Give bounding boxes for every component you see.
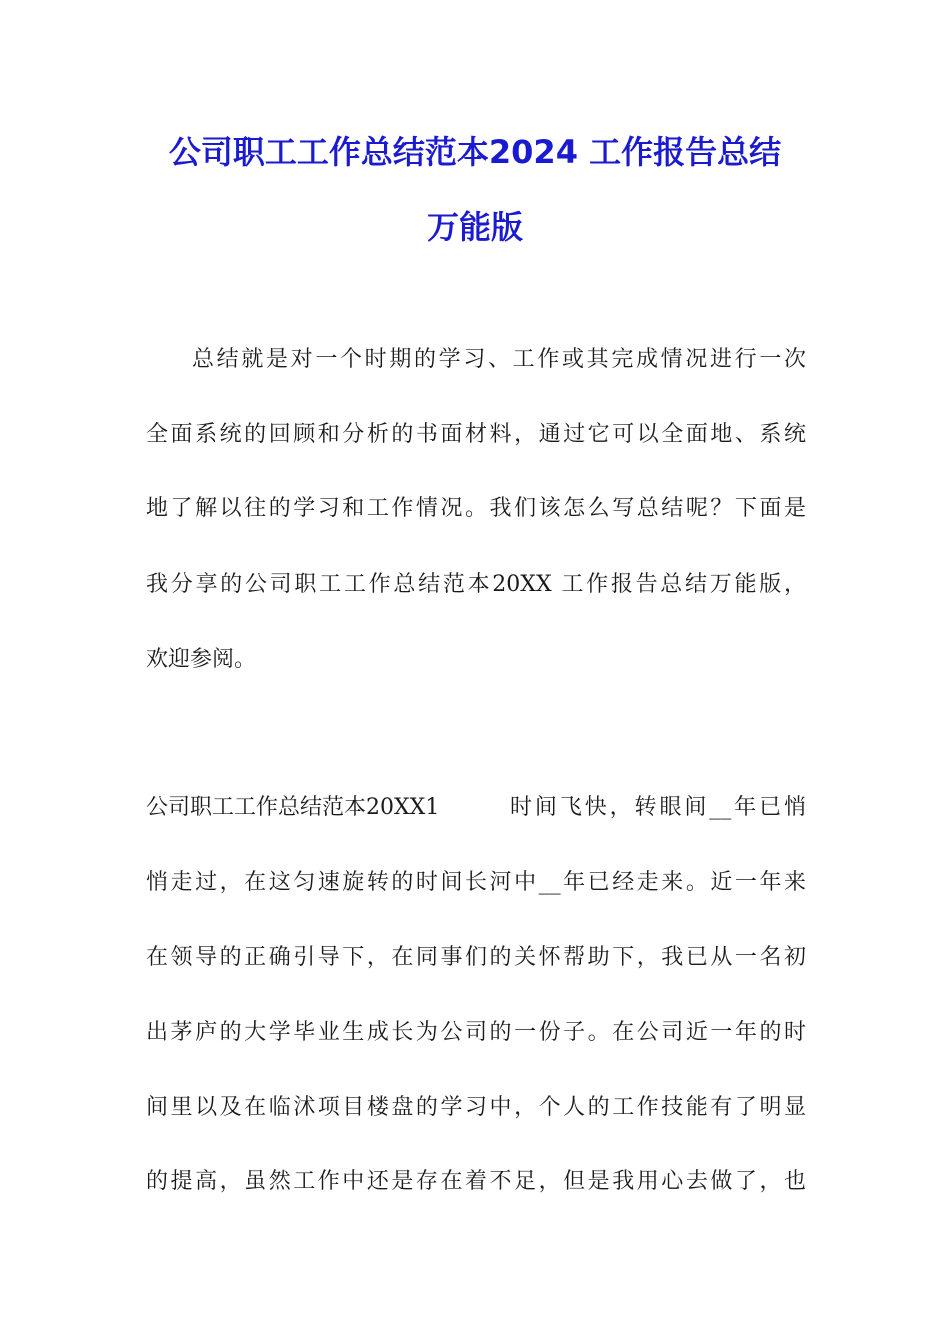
intro-line: 总结就是对一个时期的学习、工作或其完成情况进行一次 bbox=[192, 347, 806, 372]
document-title-line-1: 公司职工工作总结范本2024 工作报告总结 bbox=[168, 133, 782, 171]
section-first-line-text: 时间飞快，转眼间__年已悄 bbox=[510, 795, 806, 820]
body-line: 的提高，虽然工作中还是存在着不足，但是我用心去做了，也 bbox=[146, 1169, 806, 1194]
body-line: 出茅庐的大学毕业生成长为公司的一份子。在公司近一年的时 bbox=[146, 1020, 806, 1045]
intro-line: 全面系统的回顾和分析的书面材料，通过它可以全面地、系统 bbox=[146, 422, 806, 447]
section-heading-line bbox=[146, 793, 806, 823]
body-line: 在领导的正确引导下，在同事们的关怀帮助下，我已从一名初 bbox=[146, 945, 806, 970]
body-line: 悄走过，在这匀速旋转的时间长河中__年已经走来。近一年来 bbox=[146, 870, 806, 895]
intro-line: 我分享的公司职工工作总结范本20XX 工作报告总结万能版， bbox=[146, 572, 806, 597]
intro-line: 欢迎参阅。 bbox=[146, 647, 257, 672]
document-title-line-2: 万能版 bbox=[426, 208, 523, 246]
body-line: 间里以及在临沭项目楼盘的学习中，个人的工作技能有了明显 bbox=[146, 1095, 806, 1120]
intro-line: 地了解以往的学习和工作情况。我们该怎么写总结呢？下面是 bbox=[146, 496, 806, 521]
section-heading: 公司职工工作总结范本20XX1 bbox=[146, 795, 440, 820]
